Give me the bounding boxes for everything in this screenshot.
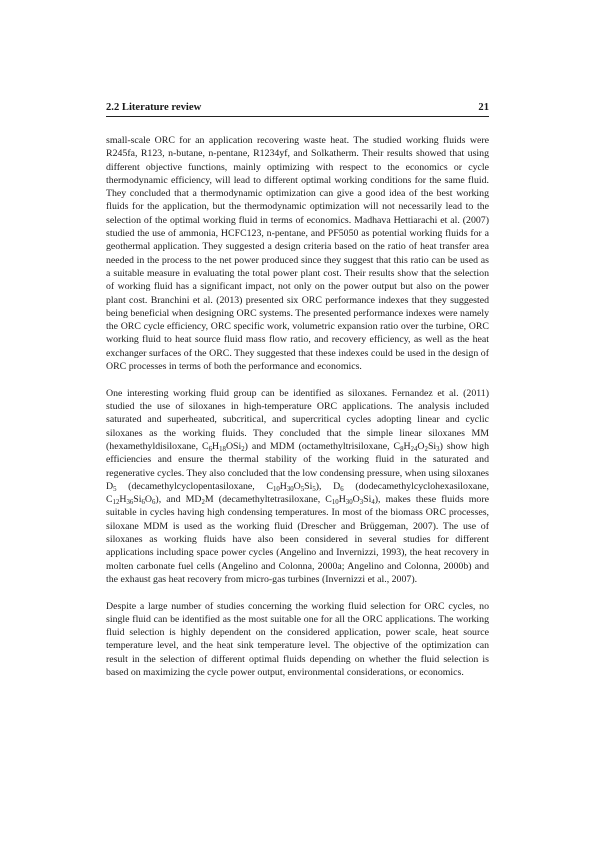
subscript: 10 (272, 485, 280, 493)
subscript: 6 (208, 445, 213, 453)
subscript: 2 (241, 445, 245, 453)
paragraph: small-scale ORC for an application recovering waste heat. The studied working fluids were R245fa, R123, n-butane, n-pentane, R1234yf, and Solkatherm. Their results showed that using different objective functions, mainly optimizing with respect to the economics or cycle thermodynamic efficiency, will lead to different optimal working conditions for the same fluid. They concluded that a thermodynamic optimization can give a good idea of the best working fluids for the application, but the thermodynamic optimization will not necessarily lead to the selection of the optimal working fluid in terms of economics. Madhava Hettiarachi et al. (2007) studied the use of ammonia, HCFC123, n-pentane, and PF5050 as potential working fluids for a geothermal application. They suggested a design criteria based on the ratio of heat transfer area needed in the process to the net power produced since they suggest that this ratio can be used as a suitable measure in evaluating the total power plant cost. Their results show that the selection of working fluid has a significant impact, not only on the power output but also on the power plant cost. Branchini et al. (2013) presented six ORC performance indexes that they suggested being beneficial when designing ORC systems. The presented performance indexes were namely the ORC cycle efficiency, ORC specific work, volumetric expansion ratio over the turbine, ORC working fluid to heat source fluid mass flow ratio, and recovery efficiency, as well as the heat exchanger surfaces of the ORC. They suggested that these indexes could be used in the design of ORC processes in terms of both the performance and economics. (106, 135, 489, 373)
header-rule (106, 116, 489, 117)
subscript: 36 (126, 499, 134, 507)
subscript: 24 (410, 445, 418, 453)
subscript: 8 (400, 445, 404, 453)
subscript: 5 (312, 485, 316, 493)
subscript: 6 (141, 499, 145, 507)
subscript: 5 (113, 485, 117, 493)
paragraph: One interesting working fluid group can be identified as siloxanes. Fernandez et al. (2011) studied the use of siloxanes in high-temperature ORC applications. The analysis included saturated and superheated, subcritical, and supercritical cycles adopting linear and cyclic siloxanes as the working fluids. They concluded that the simple linear siloxanes MM (hexamethyldisiloxane, $C_6H_{18}OSi_2$) and MDM (octamethyltrisiloxane, $C_8H_{24}O_2Si_3$) show high efficiencies and ensure the thermal stability of the working fluid in the saturated and regenerative cycles. They also concluded that the low condensing pressure, when using siloxanes $D_5$ (decamethylcyclopentasiloxane, $C_{10}H_{30}O_5Si_5$), $D_6$ (dodecamethylcyclohexasiloxane, $C_{12}H_{36}Si_6O_6$), and $MD_2M$ (decamethyltetrasiloxane, $C_{10}H_{30}O_3Si_4$), makes these fluids more suitable in cycles having high condensing temperatures. In most of the biomass ORC processes, siloxane MDM is used as the working fluid (Drescher and Brüggeman, 2007). The use of siloxanes as working fluids have also been considered in several studies for different applications including space power cycles (Angelino and Invernizzi, 1993), the heat recovery in molten carbonate fuel cells (Angelino and Colonna, 2000a; Angelino and Colonna, 2000b) and the exhaust gas heat recovery from micro-gas turbines (Invernizzi et al., 2007). (106, 387, 490, 585)
running-head (106, 99, 489, 113)
section-title: 2.2 Literature review (106, 102, 202, 113)
subscript: 18 (219, 445, 226, 453)
page-number: 21 (478, 102, 489, 113)
subscript: 2 (424, 445, 428, 453)
subscript: 5 (300, 485, 305, 493)
subscript: 4 (371, 499, 375, 507)
paragraph: Despite a large number of studies concerning the working fluid selection for ORC cycles, no single fluid can be identified as the most suitable one for all the ORC applications. The working fluid selection is highly dependent on the considered application, power scale, heat source temperature level, and the heat sink temperature level. The objective of the optimization can result in the selection of different optimal fluids depending on whether the fluid selection is based on maximizing the cycle power output, environmental considerations, or economics. (106, 600, 489, 679)
subscript: 6 (152, 499, 156, 507)
body-text (106, 134, 489, 679)
subscript: 30 (286, 485, 294, 493)
subscript: 6 (340, 485, 344, 493)
subscript: 2 (201, 499, 205, 507)
subscript: 10 (331, 499, 339, 507)
subscript: 3 (436, 445, 440, 453)
subscript: 3 (359, 499, 364, 507)
subscript: 30 (345, 499, 353, 507)
subscript: 12 (112, 499, 120, 507)
